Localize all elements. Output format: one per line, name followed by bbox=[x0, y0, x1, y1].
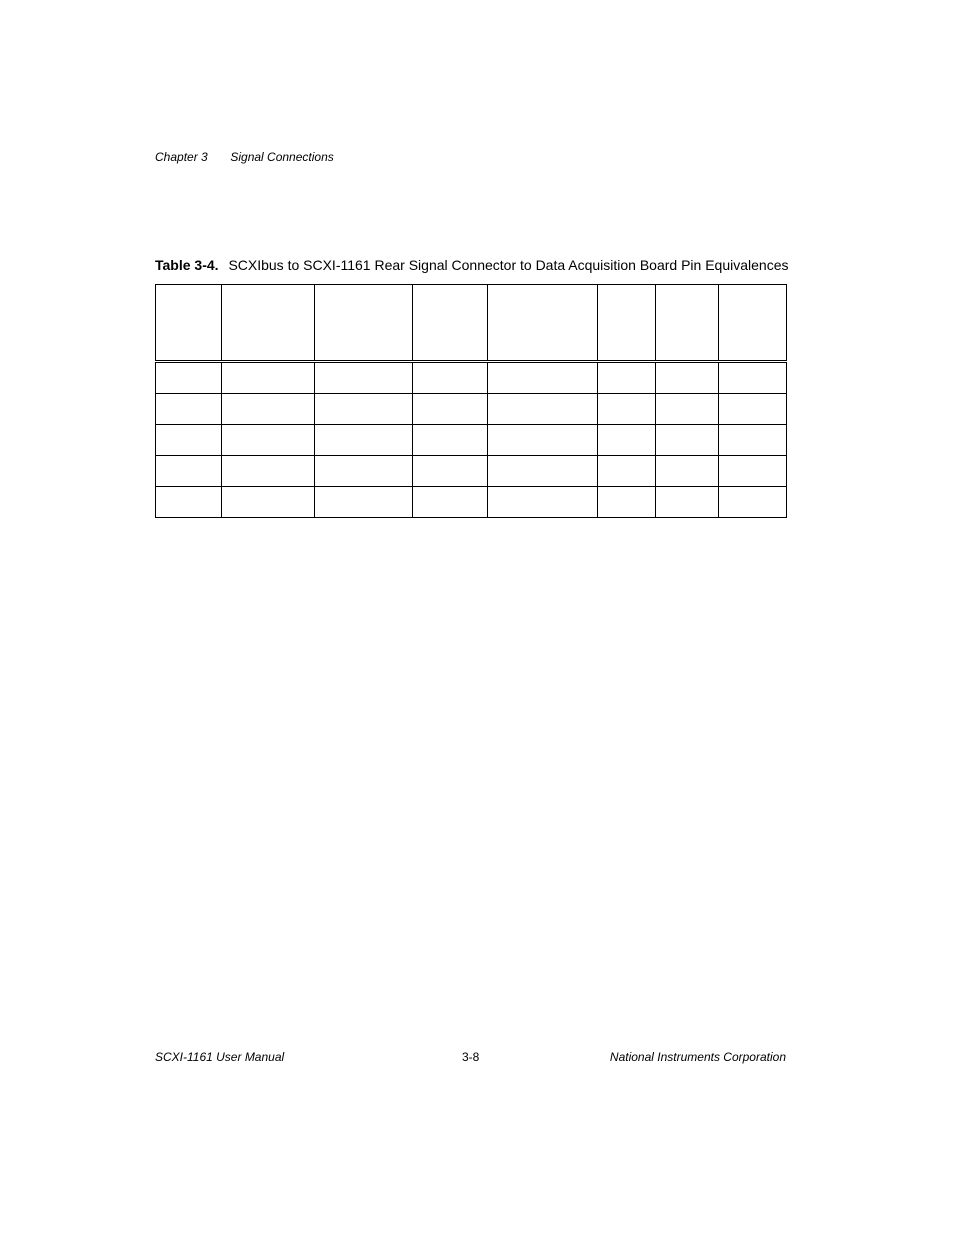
pin-equivalence-table bbox=[155, 284, 787, 518]
table-cell bbox=[222, 362, 315, 394]
table-cell bbox=[719, 487, 787, 518]
table-caption-label: Table 3-4. bbox=[155, 257, 219, 273]
table-cell bbox=[719, 456, 787, 487]
table-cell bbox=[222, 487, 315, 518]
table-cell bbox=[656, 362, 719, 394]
table-cell bbox=[315, 362, 413, 394]
table-cell bbox=[156, 456, 222, 487]
footer-page-number: 3-8 bbox=[462, 1050, 480, 1064]
table-cell bbox=[488, 394, 598, 425]
table-cell bbox=[488, 487, 598, 518]
table-cell bbox=[598, 394, 656, 425]
table-cell bbox=[315, 425, 413, 456]
table-cell bbox=[598, 425, 656, 456]
table-header-cell bbox=[413, 285, 488, 362]
table-cell bbox=[656, 425, 719, 456]
table-cell bbox=[413, 487, 488, 518]
table-row bbox=[156, 362, 787, 394]
table-header-cell bbox=[598, 285, 656, 362]
table-cell bbox=[222, 425, 315, 456]
table-caption bbox=[155, 257, 789, 273]
table-cell bbox=[488, 425, 598, 456]
table-row bbox=[156, 425, 787, 456]
header-chapter: Chapter 3 bbox=[155, 150, 208, 164]
table-header-row bbox=[156, 285, 787, 362]
table-cell bbox=[719, 394, 787, 425]
table-header-cell bbox=[222, 285, 315, 362]
table-cell bbox=[156, 487, 222, 518]
table-cell bbox=[719, 362, 787, 394]
table-caption-text: SCXIbus to SCXI-1161 Rear Signal Connector to Data Acquisition Board Pin Equivalences bbox=[228, 257, 789, 273]
table-cell bbox=[156, 394, 222, 425]
table-cell bbox=[656, 487, 719, 518]
table-header-cell bbox=[488, 285, 598, 362]
table-row bbox=[156, 456, 787, 487]
table-cell bbox=[413, 456, 488, 487]
table-cell bbox=[315, 394, 413, 425]
table-header-cell bbox=[719, 285, 787, 362]
footer-manual-title: SCXI-1161 User Manual bbox=[155, 1050, 285, 1064]
table-cell bbox=[656, 456, 719, 487]
table-cell bbox=[222, 456, 315, 487]
table-cell bbox=[488, 362, 598, 394]
table-cell bbox=[222, 394, 315, 425]
table-cell bbox=[315, 456, 413, 487]
table-cell bbox=[598, 456, 656, 487]
table-cell bbox=[598, 487, 656, 518]
table-header-cell bbox=[156, 285, 222, 362]
table-cell bbox=[156, 425, 222, 456]
table-cell bbox=[413, 362, 488, 394]
table-cell bbox=[719, 425, 787, 456]
running-header bbox=[155, 150, 334, 164]
table-cell bbox=[156, 362, 222, 394]
table-row bbox=[156, 394, 787, 425]
table-cell bbox=[413, 394, 488, 425]
table-row bbox=[156, 487, 787, 518]
table-header-cell bbox=[656, 285, 719, 362]
table-cell bbox=[413, 425, 488, 456]
table-header-cell bbox=[315, 285, 413, 362]
table-cell bbox=[598, 362, 656, 394]
table-cell bbox=[656, 394, 719, 425]
table-cell bbox=[488, 456, 598, 487]
table-cell bbox=[315, 487, 413, 518]
header-section: Signal Connections bbox=[230, 150, 334, 164]
footer-company: National Instruments Corporation bbox=[609, 1050, 786, 1064]
